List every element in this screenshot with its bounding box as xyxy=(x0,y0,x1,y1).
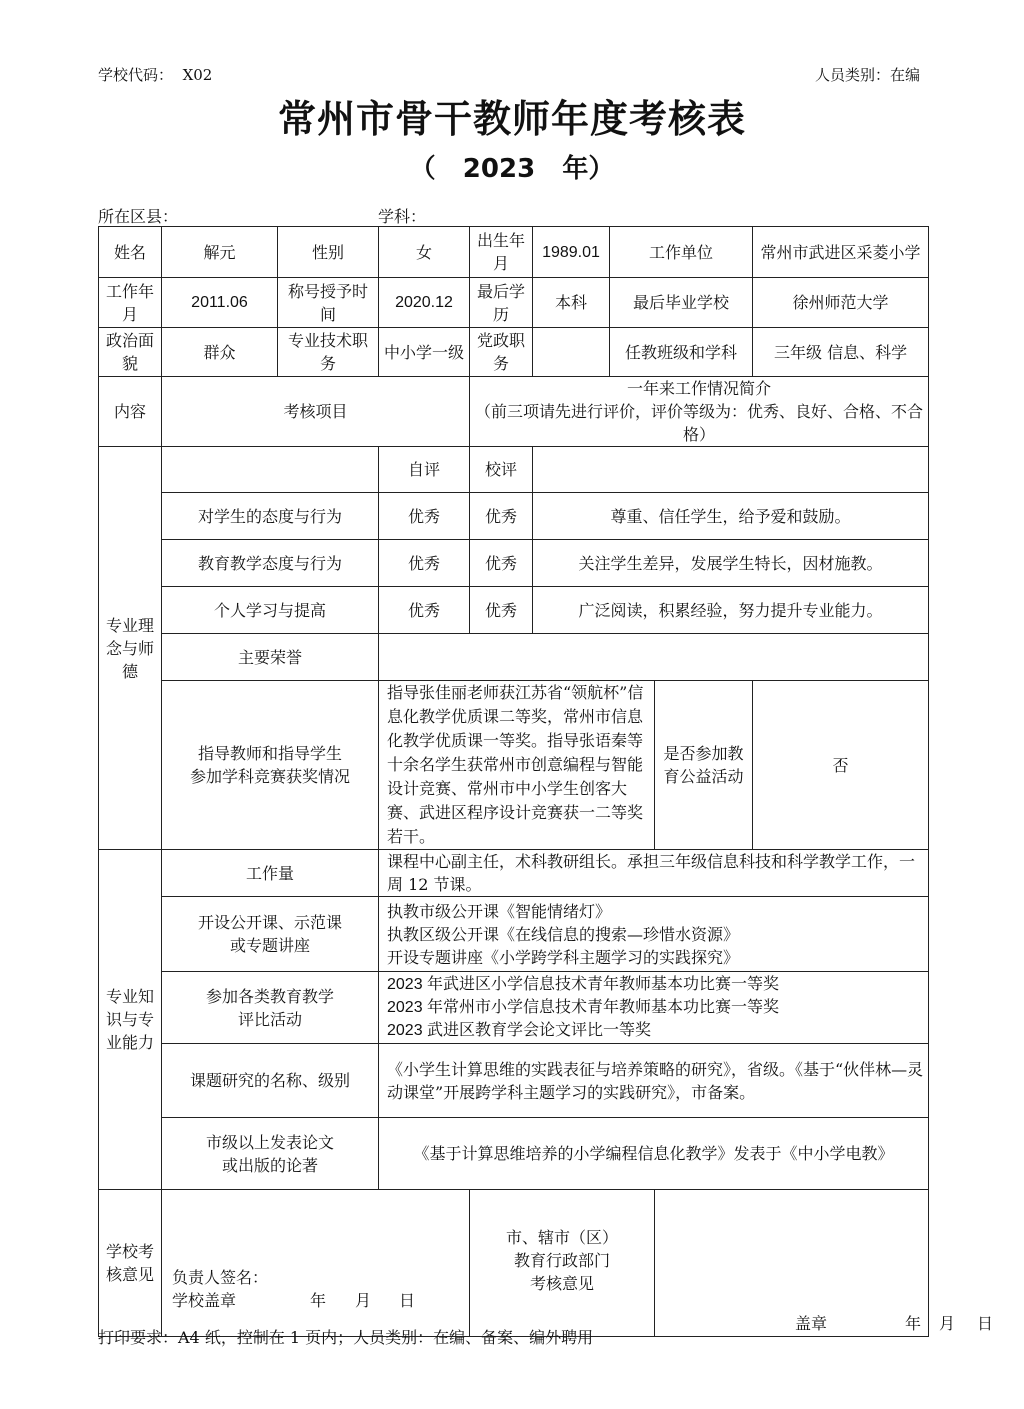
list-item: 执教市级公开课《智能情绪灯》 xyxy=(387,901,612,921)
open-class-list xyxy=(379,897,929,972)
list-item: 执教区级公开课《在线信息的搜索—珍惜水资源》 xyxy=(387,924,740,944)
school-code-value: X02 xyxy=(182,66,213,84)
dept-label-line2: 教育行政部门 xyxy=(513,1251,610,1270)
teaching-value: 三年级 信息、科学 xyxy=(753,328,929,377)
eval-desc: 关注学生差异，发展学生特长，因材施教。 xyxy=(533,540,929,587)
title-date-value: 2020.12 xyxy=(379,278,470,328)
row-honors xyxy=(99,634,929,681)
school-eval-label: 校评 xyxy=(470,447,533,493)
row-contest xyxy=(99,972,929,1044)
honors-label: 主要荣誉 xyxy=(162,634,379,681)
content-label: 内容 xyxy=(99,377,162,447)
sign-year: 年 xyxy=(310,1291,327,1310)
work-start-label: 工作年月 xyxy=(99,278,162,328)
leader-sign: 负责人签名： xyxy=(172,1268,269,1287)
dept-label-line3: 考核意见 xyxy=(529,1274,594,1293)
school-code xyxy=(98,64,212,85)
eval-desc: 广泛阅读，积累经验，努力提升专业能力。 xyxy=(533,587,929,634)
dept-month: 月 xyxy=(939,1314,956,1333)
education-value: 本科 xyxy=(533,278,610,328)
paper-label-line2: 或出版的论著 xyxy=(221,1155,318,1175)
summary-header xyxy=(470,377,929,447)
party-post-value xyxy=(533,328,610,377)
self-eval: 优秀 xyxy=(379,540,470,587)
school-seal: 学校盖章 xyxy=(172,1291,237,1310)
dept-day: 日 xyxy=(977,1314,994,1333)
eval-desc: 尊重、信任学生，给予爱和鼓励。 xyxy=(533,493,929,540)
section2-label: 专业知识与专业能力 xyxy=(99,850,162,1190)
row-basic-3 xyxy=(99,328,929,377)
subject-label: 学科： xyxy=(378,207,427,226)
row-content-header xyxy=(99,377,929,447)
eval-header-blank xyxy=(162,447,379,493)
list-item: 2023 年武进区小学信息技术青年教师基本功比赛一等奖 xyxy=(387,976,780,993)
print-requirements: 打印要求：A4 纸，控制在 1 页内；人员类别：在编、备案、编外聘用 xyxy=(98,1328,594,1347)
unit-label: 工作单位 xyxy=(610,227,753,278)
prof-title-label: 专业技术职务 xyxy=(278,328,379,377)
table-row xyxy=(99,540,929,587)
row-eval-header xyxy=(99,447,929,493)
dept-opinion-label xyxy=(470,1190,655,1337)
politics-label: 政治面貌 xyxy=(99,328,162,377)
district-label: 所在区县： xyxy=(98,207,179,226)
guidance-text: 指导张佳丽老师获江苏省“领航杯”信息化教学优质课二等奖，常州市信息化教学优质课一等奖。指导张语秦等十余名学生获常州市创意编程与智能设计竞赛、常州市中小学生创客大赛、武进区程序设计竞赛获一二等奖若干。 xyxy=(379,681,655,850)
name-value: 解元 xyxy=(162,227,278,278)
school-eval: 优秀 xyxy=(470,587,533,634)
school-eval: 优秀 xyxy=(470,540,533,587)
guidance-label xyxy=(162,681,379,850)
dept-year: 年 xyxy=(905,1314,922,1333)
welfare-value: 否 xyxy=(753,681,929,850)
guidance-label-line1: 指导教师和指导学生 xyxy=(197,744,342,763)
list-item: 2023 年常州市小学信息技术青年教师基本功比赛一等奖 xyxy=(387,999,780,1016)
research-label: 课题研究的名称、级别 xyxy=(162,1044,379,1118)
work-start-value: 2011.06 xyxy=(162,278,278,328)
unit-value: 常州市武进区采菱小学 xyxy=(753,227,929,278)
paper-label-line1: 市级以上发表论文 xyxy=(205,1132,334,1152)
row-opinion xyxy=(99,1190,929,1337)
open-class-label xyxy=(162,897,379,972)
politics-value: 群众 xyxy=(162,328,278,377)
row-basic-2 xyxy=(99,278,929,328)
title-date-label: 称号授予时间 xyxy=(278,278,379,328)
grad-school-value: 徐州师范大学 xyxy=(753,278,929,328)
contest-label xyxy=(162,972,379,1044)
name-label: 姓名 xyxy=(99,227,162,278)
party-post-label: 党政职务 xyxy=(470,328,533,377)
school-code-label: 学校代码： xyxy=(98,66,174,84)
assessment-table xyxy=(98,226,994,1337)
paper-label xyxy=(162,1118,379,1190)
education-label: 最后学历 xyxy=(470,278,533,328)
contest-list xyxy=(379,972,929,1044)
open-class-label-line2: 或专题讲座 xyxy=(229,936,310,955)
workload-text: 课程中心副主任，术科教研组长。承担三年级信息科技和科学教学工作，一周 12 节课。 xyxy=(379,850,929,897)
page-title: 常州市骨干教师年度考核表 xyxy=(277,96,746,141)
staff-type: 人员类别：在编 xyxy=(814,66,920,84)
eval-item: 个人学习与提高 xyxy=(162,587,379,634)
guidance-label-line2: 参加学科竞赛获奖情况 xyxy=(189,767,350,786)
grad-school-label: 最后毕业学校 xyxy=(610,278,753,328)
year-line: （ 2023 年） xyxy=(409,154,615,184)
eval-item: 教育教学态度与行为 xyxy=(162,540,379,587)
self-eval-label: 自评 xyxy=(379,447,470,493)
list-item: 2023 武进区教育学会论文评比一等奖 xyxy=(387,1022,652,1039)
research-text: 《小学生计算思维的实践表征与培养策略的研究》，省级。《基于“伙伴林—灵动课堂”开展跨学科主题学习的实践研究》，市备案。 xyxy=(379,1044,929,1118)
contest-label-line1: 参加各类教育教学 xyxy=(205,986,334,1006)
sign-month: 月 xyxy=(355,1291,372,1310)
list-item: 开设专题讲座《小学跨学科主题学习的实践探究》 xyxy=(387,947,740,967)
welfare-label: 是否参加教育公益活动 xyxy=(655,681,753,850)
row-guidance xyxy=(99,681,929,850)
contest-label-line2: 评比活动 xyxy=(237,1009,302,1029)
school-opinion-label: 学校考核意见 xyxy=(99,1190,162,1337)
row-basic-1 xyxy=(99,227,929,278)
birth-value: 1989.01 xyxy=(533,227,610,278)
sign-day: 日 xyxy=(399,1291,416,1310)
table-row xyxy=(99,587,929,634)
eval-desc-blank xyxy=(533,447,929,493)
workload-label: 工作量 xyxy=(162,850,379,897)
self-eval: 优秀 xyxy=(379,587,470,634)
open-class-label-line1: 开设公开课、示范课 xyxy=(197,913,342,932)
row-workload xyxy=(99,850,929,897)
prof-title-value: 中小学一级 xyxy=(379,328,470,377)
paper-text: 《基于计算思维培养的小学编程信息化教学》发表于《中小学电教》 xyxy=(379,1118,929,1190)
school-eval: 优秀 xyxy=(470,493,533,540)
birth-label: 出生年月 xyxy=(470,227,533,278)
row-open-class xyxy=(99,897,929,972)
school-opinion-area xyxy=(162,1190,470,1337)
summary-note: （前三项请先进行评价，评价等级为：优秀、良好、合格、不合格） xyxy=(475,402,924,444)
items-label: 考核项目 xyxy=(162,377,470,447)
section1-label: 专业理念与师德 xyxy=(99,447,162,850)
teaching-label: 任教班级和学科 xyxy=(610,328,753,377)
row-paper xyxy=(99,1118,929,1190)
row-research xyxy=(99,1044,929,1118)
eval-item: 对学生的态度与行为 xyxy=(162,493,379,540)
self-eval: 优秀 xyxy=(379,493,470,540)
dept-label-line1: 市、辖市（区） xyxy=(505,1228,618,1247)
dept-seal: 盖章 xyxy=(795,1314,828,1333)
summary-title: 一年来工作情况简介 xyxy=(627,379,772,398)
gender-label: 性别 xyxy=(278,227,379,278)
gender-value: 女 xyxy=(379,227,470,278)
honors-value xyxy=(379,634,929,681)
dept-opinion-area xyxy=(655,1190,994,1337)
table-row xyxy=(99,493,929,540)
